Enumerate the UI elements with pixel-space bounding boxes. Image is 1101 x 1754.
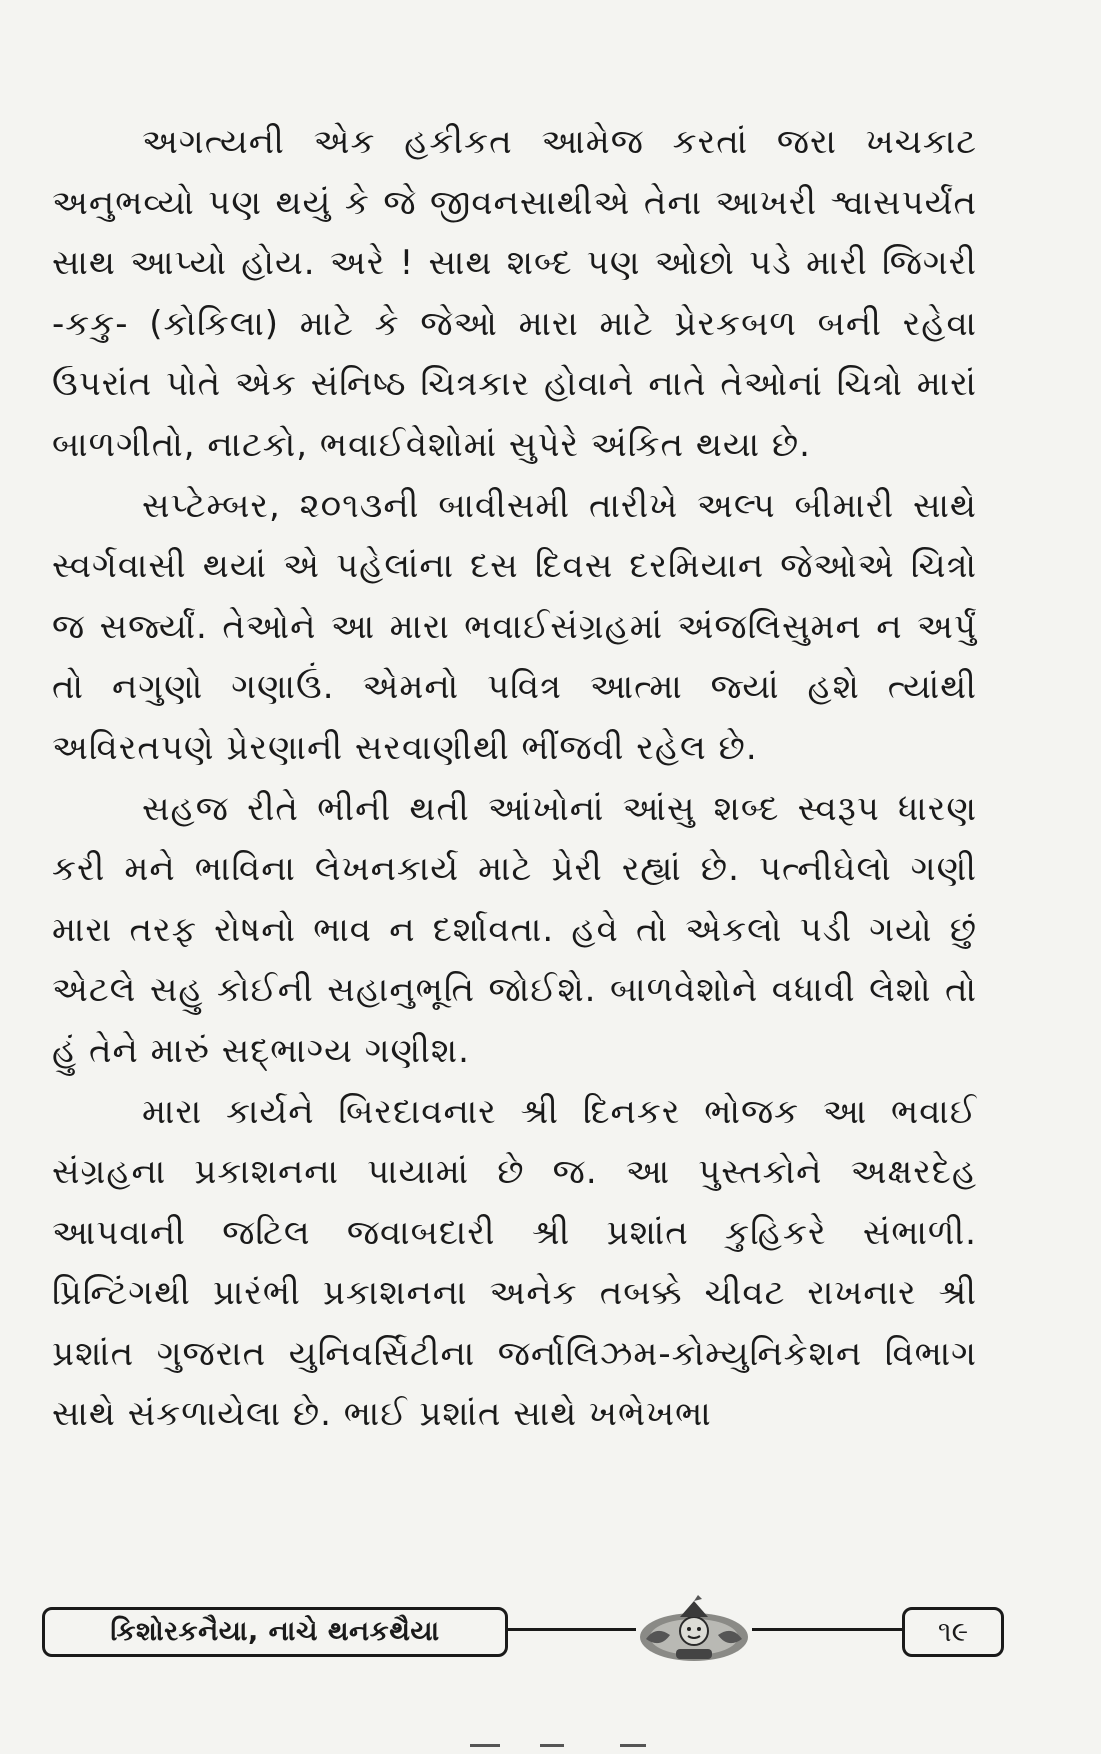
body-text	[52, 112, 977, 1445]
paragraph-3: સહજ રીતે ભીની થતી આંખોનાં આંસુ શબ્દ સ્વરૂપ ધારણ કરી મને ભાવિના લેખનકાર્ય માટે પ્રેરી રહ્યાં છે. પત્નીઘેલો ગણી મારા તરફ રોષનો ભાવ ન દર્શાવતા. હવે તો એકલો પડી ગયો છું એટલે સહુ કોઈની સહાનુભૂતિ જોઈશે. બાળવેશોને વધાવી લેશો તો હું તેને મારું સદ્ભાગ્ય ગણીશ.	[52, 788, 977, 1071]
bottom-edge-marks	[470, 1742, 670, 1748]
paragraph-2: સપ્ટેમ્બર, ૨૦૧૩ની બાવીસમી તારીખે અલ્પ બીમારી સાથે સ્વર્ગવાસી થયાં એ પહેલાંના દસ દિવસ દરમિયાન જેઓએ ચિત્રો જ સર્જ્યાં. તેઓને આ મારા ભવાઈસંગ્રહમાં અંજલિસુમન ન અર્પું તો નગુણો ગણાઉં. એમનો પવિત્ર આત્મા જ્યાં હશે ત્યાંથી અવિરતપણે પ્રેરણાની સરવાણીથી ભીંજવી રહેલ છે.	[52, 485, 977, 768]
krishna-figure-ornament-icon	[636, 1595, 752, 1667]
book-title-footer: કિશોરકનૈયા, નાચે થનકથૈયા	[42, 1607, 508, 1657]
page-number: ૧૯	[902, 1607, 1004, 1657]
footer-rule-left	[506, 1628, 636, 1631]
paragraph-1: અગત્યની એક હકીકત આમેજ કરતાં જરા ખચકાટ અનુભવ્યો પણ થયું કે જે જીવનસાથીએ તેના આખરી શ્વાસપર્યંત સાથ આપ્યો હોય. અરે ! સાથ શબ્દ પણ ઓછો પડે મારી જિગરી -કકુ- (કોકિલા) માટે કે જેઓ મારા માટે પ્રેરકબળ બની રહેવા ઉપરાંત પોતે એક સંનિષ્ઠ ચિત્રકાર હોવાને નાતે તેઓનાં ચિત્રો મારાં બાળગીતો, નાટકો, ભવાઈવેશોમાં સુપેરે અંકિત થયા છે.	[52, 122, 977, 465]
paragraph-4: મારા કાર્યને બિરદાવનાર શ્રી દિનકર ભોજક આ ભવાઈ સંગ્રહના પ્રકાશનના પાયામાં છે જ. આ પુસ્તકોને અક્ષરદેહ આપવાની જટિલ જવાબદારી શ્રી પ્રશાંત કુહિકરે સંભાળી. પ્રિન્ટિંગથી પ્રારંભી પ્રકાશનના અનેક તબક્કે ચીવટ રાખનાર શ્રી પ્રશાંત ગુજરાત યુનિવર્સિટીના જર્નાલિઝમ-કોમ્યુનિકેશન વિભાગ સાથે સંકળાયેલા છે. ભાઈ પ્રશાંત સાથે ખભેખભા	[52, 1091, 977, 1435]
page-footer	[42, 1595, 1002, 1695]
